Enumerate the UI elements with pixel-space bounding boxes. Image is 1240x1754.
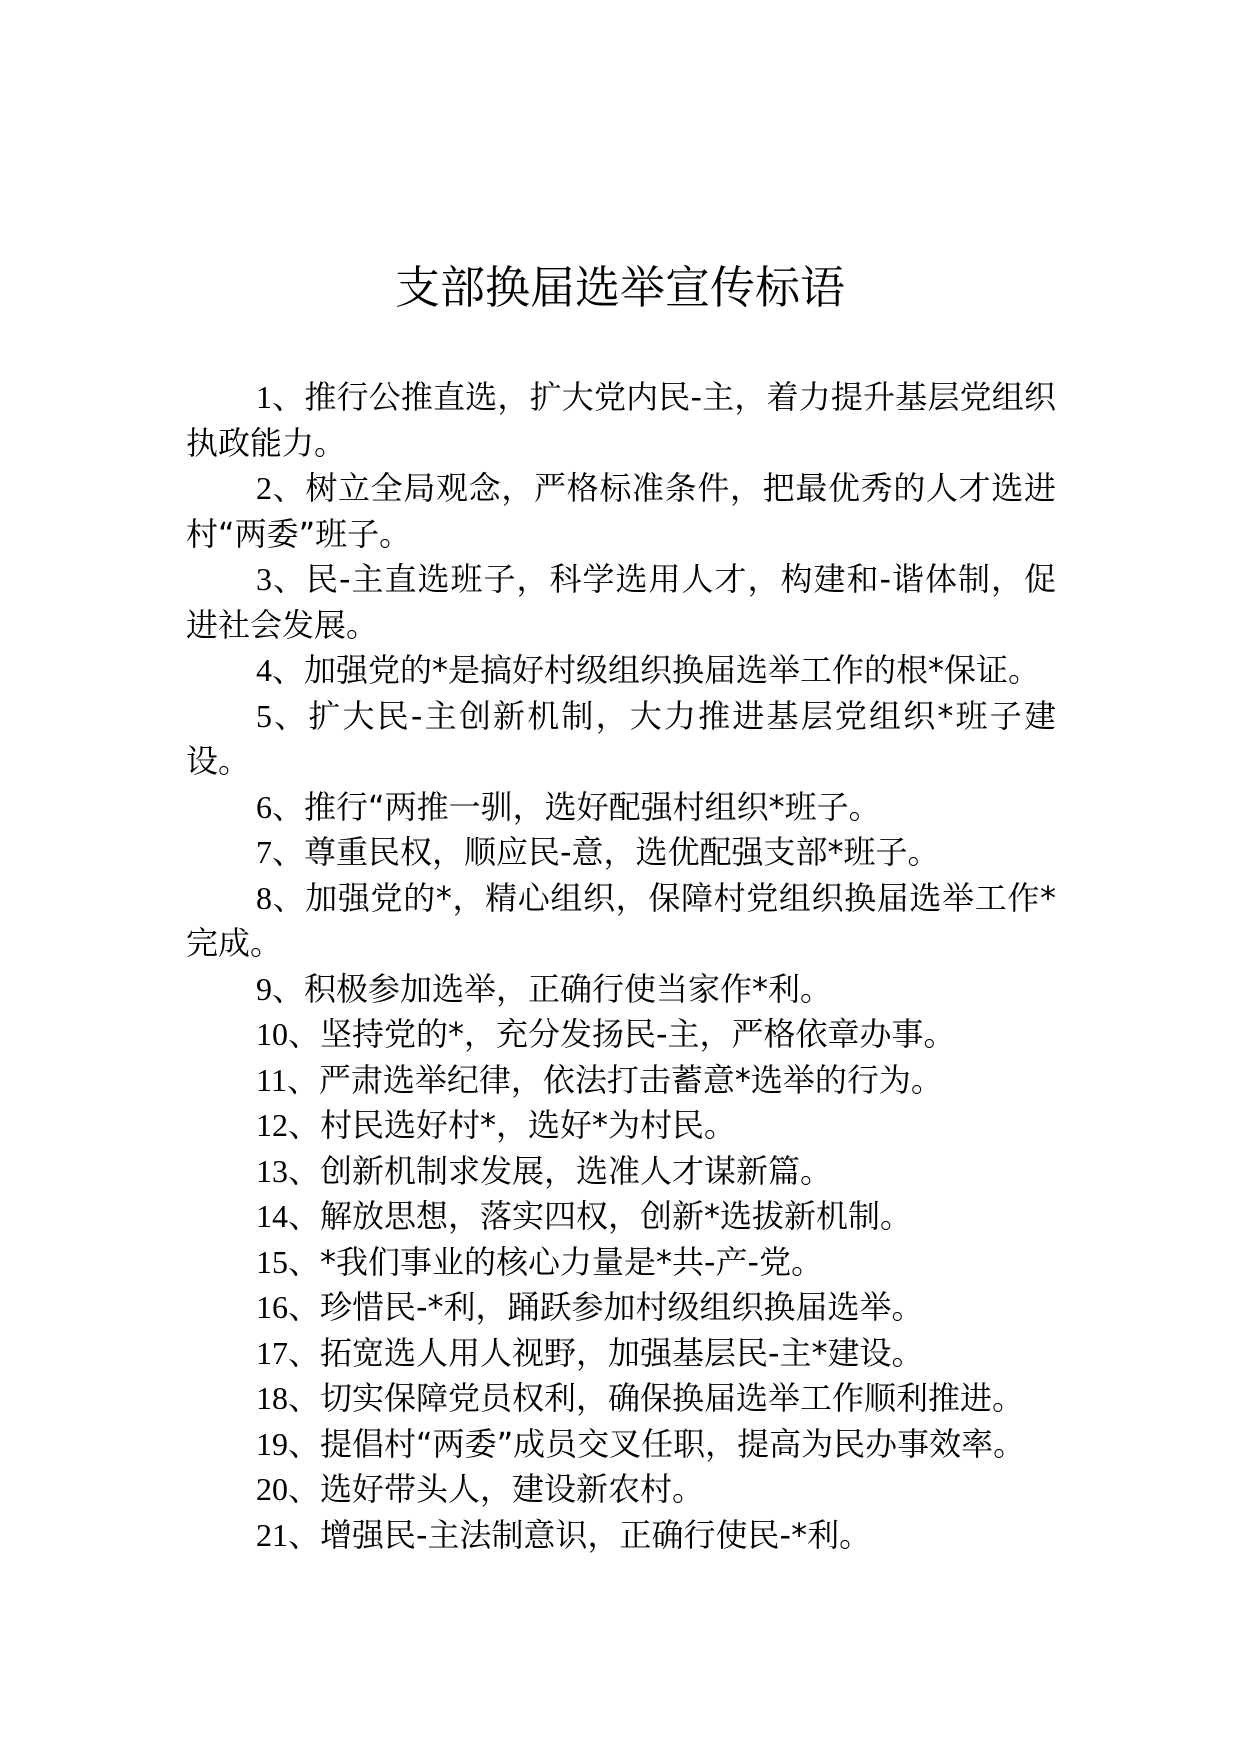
item-text: 、民-主直选班子，科学选用人才，构建和-谐体制，促进社会发展。 — [186, 560, 1056, 644]
list-item — [186, 1103, 1056, 1149]
item-text: 、树立全局观念，严格标准条件，把最优秀的人才选进村“两委”班子。 — [186, 469, 1056, 553]
item-text: 、切实保障党员权利，确保换届选举工作顺利推进。 — [288, 1379, 1025, 1417]
item-number: 14 — [256, 1198, 288, 1234]
item-text: 、解放思想，落实四权，创新*选拔新机制。 — [288, 1197, 913, 1235]
list-item — [186, 466, 1056, 557]
item-number: 10 — [256, 1016, 288, 1052]
item-number: 19 — [256, 1425, 288, 1462]
list-item — [186, 1467, 1056, 1513]
list-item — [186, 1422, 1056, 1468]
item-text: 、加强党的*是搞好村级组织换届选举工作的根*保证。 — [272, 651, 1041, 689]
list-item — [186, 785, 1056, 831]
list-item — [186, 375, 1056, 466]
item-text: 、增强民-主法制意识，正确行使民-*利。 — [288, 1515, 872, 1554]
item-text: 、推行“两推一驯，选好配强村组织*班子。 — [272, 787, 881, 826]
list-item — [186, 557, 1056, 648]
list-item — [186, 1058, 1056, 1104]
item-number: 6 — [256, 788, 272, 825]
list-item — [186, 1513, 1056, 1559]
item-number: 3 — [256, 561, 272, 597]
item-number: 20 — [256, 1471, 288, 1507]
list-item — [186, 830, 1056, 876]
item-number: 18 — [256, 1380, 288, 1416]
list-item — [186, 1012, 1056, 1058]
item-text: 、提倡村“两委”成员交叉任职，提高为民办事效率。 — [288, 1424, 1026, 1463]
item-number: 4 — [256, 652, 272, 688]
item-number: 11 — [256, 1061, 287, 1098]
list-item — [186, 1149, 1056, 1195]
list-item — [186, 967, 1056, 1013]
item-number: 17 — [256, 1334, 288, 1371]
item-number: 16 — [256, 1289, 288, 1325]
item-text: 、坚持党的*，充分发扬民-主，严格依章办事。 — [288, 1015, 956, 1053]
item-number: 8 — [256, 879, 272, 916]
item-text: 、拓宽选人用人视野，加强基层民-主*建设。 — [288, 1333, 924, 1372]
item-text: 、推行公推直选，扩大党内民-主，着力提升基层党组织执政能力。 — [186, 378, 1056, 462]
item-number: 13 — [256, 1152, 288, 1189]
item-number: 1 — [256, 379, 272, 415]
item-number: 9 — [256, 970, 272, 1007]
item-number: 2 — [256, 470, 272, 506]
item-number: 21 — [256, 1516, 288, 1553]
item-number: 15 — [256, 1243, 288, 1280]
document-title: 支部换届选举宣传标语 — [394, 261, 845, 314]
list-item — [186, 1376, 1056, 1422]
list-item — [186, 694, 1056, 785]
list-item — [186, 876, 1056, 967]
slogan-list — [186, 375, 1056, 1558]
item-text: 、创新机制求发展，选准人才谋新篇。 — [288, 1151, 833, 1190]
item-text: 、村民选好村*，选好*为村民。 — [288, 1106, 737, 1144]
item-text: 、积极参加选举，正确行使当家作*利。 — [272, 969, 833, 1008]
list-item — [186, 1331, 1056, 1377]
list-item — [186, 1240, 1056, 1286]
item-number: 7 — [256, 834, 272, 870]
item-text: 、扩大民-主创新机制，大力推进基层党组织*班子建设。 — [186, 696, 1056, 780]
item-text: 、珍惜民-*利，踊跃参加村级组织换届选举。 — [288, 1288, 924, 1326]
item-number: 12 — [256, 1107, 288, 1143]
item-text: 、*我们事业的核心力量是*共-产-党。 — [288, 1242, 824, 1281]
item-text: 、加强党的*，精心组织，保障村党组织换届选举工作*完成。 — [186, 878, 1056, 962]
item-text: 、选好带头人，建设新农村。 — [288, 1470, 705, 1508]
item-text: 、严肃选举纪律，依法打击蓄意*选举的行为。 — [286, 1060, 943, 1099]
list-item — [186, 1194, 1056, 1240]
item-number: 5 — [256, 697, 272, 734]
list-item — [186, 1285, 1056, 1331]
list-item — [186, 648, 1056, 694]
item-text: 、尊重民权，顺应民-意，选优配强支部*班子。 — [272, 833, 940, 871]
